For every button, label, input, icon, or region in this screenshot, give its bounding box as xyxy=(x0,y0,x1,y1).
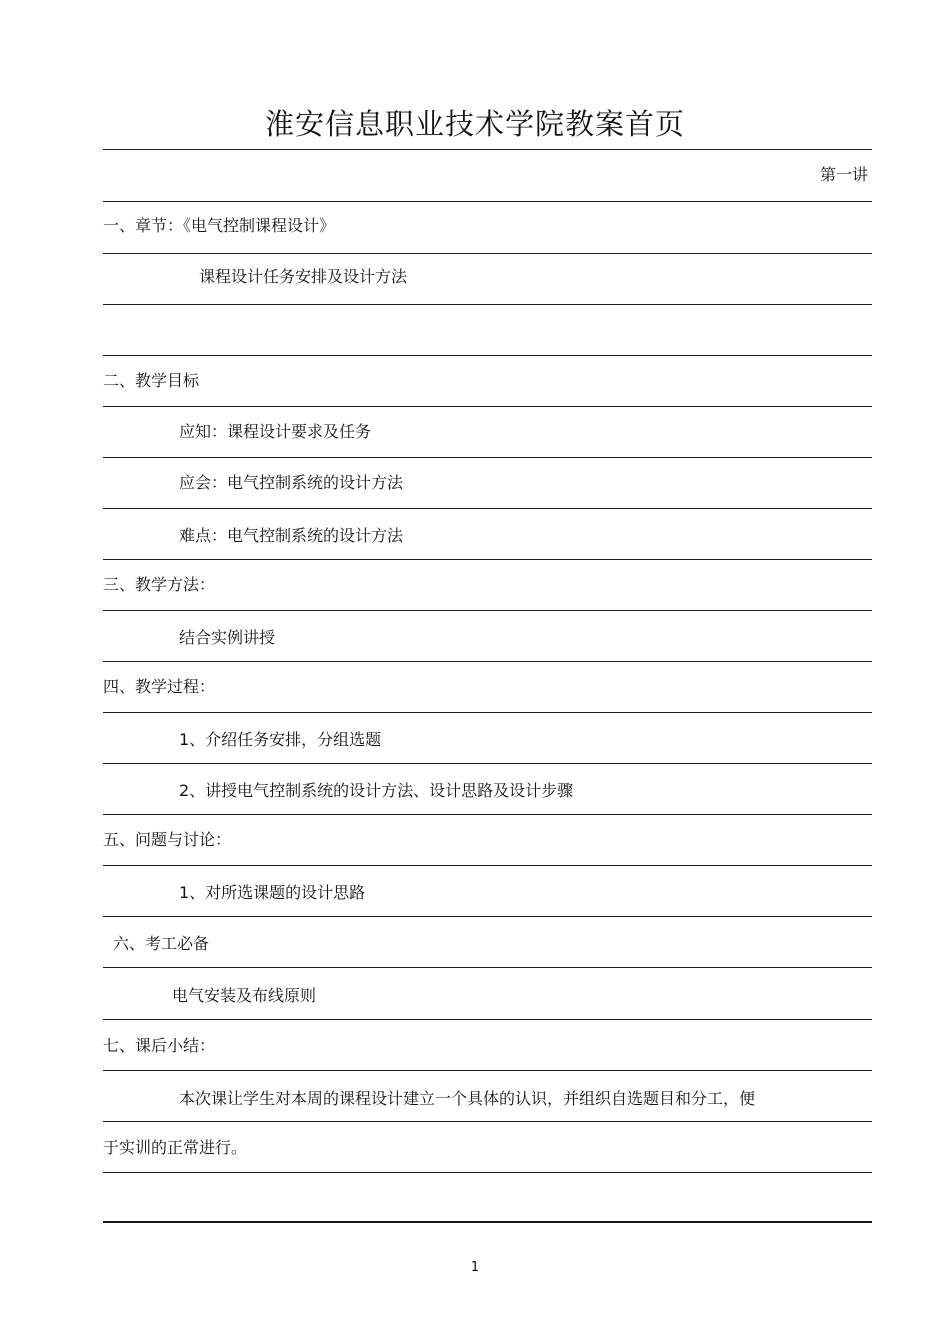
process-step: 2、讲授电气控制系统的设计方法、设计思路及设计步骤 xyxy=(179,781,574,800)
divider-line xyxy=(103,508,872,509)
process-heading: 四、教学过程： xyxy=(103,677,216,696)
page-title: 淮安信息职业技术学院教案首页 xyxy=(264,107,685,141)
divider-line xyxy=(103,1019,872,1020)
lecture-number: 第一讲 xyxy=(819,165,868,184)
divider-line xyxy=(103,865,872,866)
bottom-rule xyxy=(103,1221,872,1223)
methods-heading: 三、教学方法： xyxy=(103,575,216,594)
divider-line xyxy=(103,916,872,917)
summary-text-line: 本次课让学生对本周的课程设计建立一个具体的认识，并组织自选题目和分工，便 xyxy=(179,1089,756,1108)
objective-difficulty: 难点：电气控制系统的设计方法 xyxy=(179,526,404,545)
divider-line xyxy=(103,967,872,968)
divider-line xyxy=(103,814,872,815)
divider-line xyxy=(103,253,872,254)
objective-skill: 应会：电气控制系统的设计方法 xyxy=(179,473,404,492)
divider-line xyxy=(103,1121,872,1122)
divider-line xyxy=(103,559,872,560)
divider-line xyxy=(103,304,872,305)
divider-line xyxy=(103,610,872,611)
chapter-heading: 一、章节：《电气控制课程设计》 xyxy=(103,216,336,235)
divider-line xyxy=(103,712,872,713)
exam-heading: 六、考工必备 xyxy=(113,934,210,953)
divider-line xyxy=(103,763,872,764)
summary-text-line: 于实训的正常进行。 xyxy=(103,1138,248,1157)
objectives-heading: 二、教学目标 xyxy=(103,371,200,390)
chapter-topic: 课程设计任务安排及设计方法 xyxy=(199,267,408,286)
divider-line xyxy=(103,457,872,458)
page-number: 1 xyxy=(470,1260,480,1275)
title-underline xyxy=(103,149,872,150)
discussion-item: 1、对所选课题的设计思路 xyxy=(179,883,366,902)
divider-line xyxy=(103,661,872,662)
summary-heading: 七、课后小结： xyxy=(103,1036,216,1055)
process-step: 1、介绍任务安排，分组选题 xyxy=(179,730,382,749)
exam-content: 电气安装及布线原则 xyxy=(172,986,317,1005)
divider-line xyxy=(103,355,872,356)
discussion-heading: 五、问题与讨论： xyxy=(103,830,232,849)
divider-line xyxy=(103,1172,872,1173)
divider-line xyxy=(103,406,872,407)
divider-line xyxy=(103,201,872,202)
methods-content: 结合实例讲授 xyxy=(179,628,276,647)
divider-line xyxy=(103,1070,872,1071)
objective-know: 应知：课程设计要求及任务 xyxy=(179,422,372,441)
